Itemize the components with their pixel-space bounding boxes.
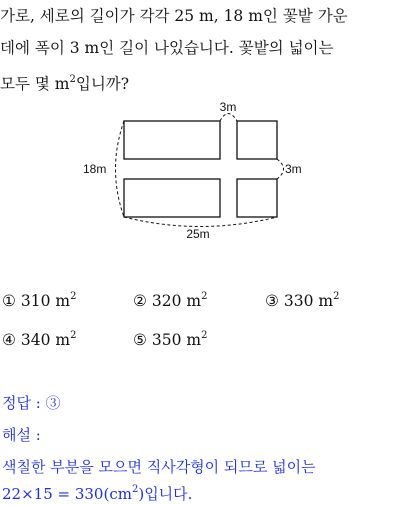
label-right-gap: 3m: [285, 162, 302, 176]
question-line-2: 데에 폭이 3 m인 길이 나있습니다. 꽃밭의 넓이는: [0, 39, 334, 57]
question-line-3-end: 입니까?: [75, 75, 130, 93]
choice-5-value: 350 m: [151, 331, 202, 349]
choice-1[interactable]: [2, 291, 76, 310]
explanation-label: 해설 :: [2, 426, 41, 444]
formula-sup: 2: [131, 484, 139, 495]
garden-bottom-right: [237, 179, 277, 217]
choice-4-number: ④: [2, 331, 16, 349]
choice-3-value: 330 m: [283, 292, 334, 310]
choice-4[interactable]: [2, 330, 76, 349]
question-line-1: 가로, 세로의 길이가 각각 25 m, 18 m인 꽃밭 가운: [0, 7, 348, 25]
choice-2-sup: 2: [201, 291, 208, 302]
choice-5-number: ⑤: [133, 331, 147, 349]
explanation-text: 색칠한 부분을 모으면 직사각형이 되므로 넓이는: [2, 458, 316, 476]
choice-5[interactable]: [133, 330, 207, 349]
choice-1-value: 310 m: [20, 292, 71, 310]
explanation-formula: [2, 483, 192, 504]
formula-end: )입니다.: [138, 485, 193, 503]
garden-bottom-left: [124, 179, 220, 217]
garden-top-left: [124, 121, 220, 159]
answer-label: 정답 : ③: [2, 394, 61, 412]
path-width-brace-right: [277, 159, 284, 179]
garden-diagram: [80, 96, 320, 246]
garden-top-right: [237, 121, 277, 159]
choice-5-sup: 2: [201, 330, 208, 341]
choice-1-sup: 2: [70, 291, 77, 302]
label-width: 25m: [186, 227, 210, 241]
height-brace: [116, 121, 125, 217]
choice-1-number: ①: [2, 292, 16, 310]
question-line-3: [0, 70, 400, 94]
unit-superscript: 2: [69, 74, 76, 85]
choice-3[interactable]: [265, 291, 339, 310]
choice-4-sup: 2: [70, 330, 77, 341]
width-brace: [124, 217, 277, 227]
choice-2-number: ②: [133, 292, 147, 310]
choice-2-value: 320 m: [151, 292, 202, 310]
label-height: 18m: [83, 162, 107, 176]
choice-3-sup: 2: [333, 291, 340, 302]
label-top-gap: 3m: [219, 100, 237, 114]
question-line-3-text: 모두 몇 m: [0, 75, 70, 93]
choice-4-value: 340 m: [20, 331, 71, 349]
choice-2[interactable]: [133, 291, 207, 310]
choice-3-number: ③: [265, 292, 279, 310]
formula-text: 22×15 = 330(cm: [2, 485, 132, 503]
path-width-brace-top: [220, 114, 237, 122]
